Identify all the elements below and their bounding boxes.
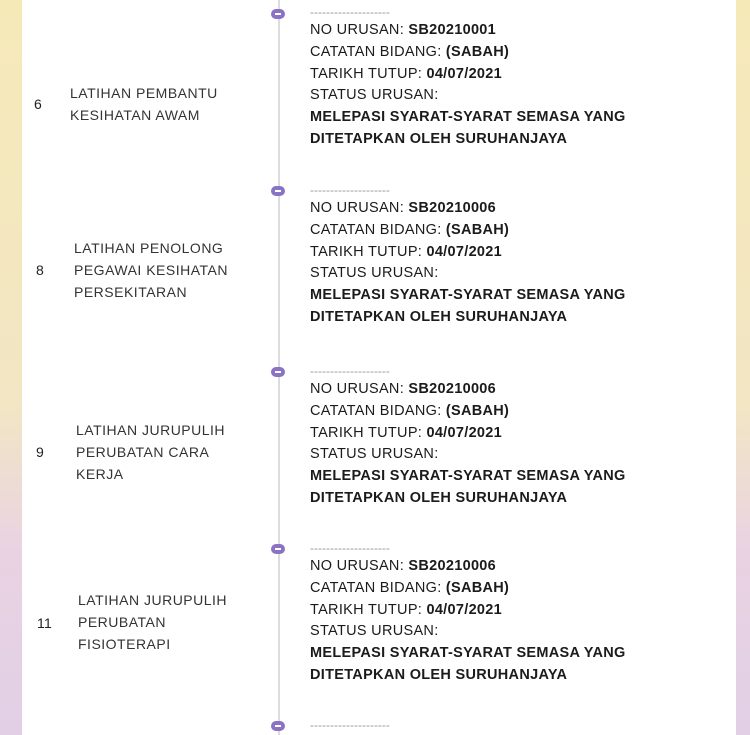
status-value: MELEPASI SYARAT-SYARAT SEMASA YANG DITETAPKAN OLEH SURUHANJAYA <box>310 109 626 147</box>
entry-details <box>310 184 640 329</box>
entry-number: 6 <box>34 96 42 112</box>
timeline-dot-icon <box>271 186 285 196</box>
catatan-value: (SABAH) <box>445 43 510 60</box>
entry-details <box>310 365 640 510</box>
no-urusan-value: SB20210006 <box>408 381 497 397</box>
entry-number: 11 <box>37 615 52 631</box>
separator: -------------------- <box>310 364 390 378</box>
status-label: STATUS URUSAN: <box>310 87 439 104</box>
no-urusan-label: NO URUSAN: <box>310 381 409 397</box>
tarikh-label: TARIKH TUTUP: <box>310 243 427 260</box>
entry-details <box>310 542 640 687</box>
separator: -------------------- <box>310 718 390 732</box>
status-label: STATUS URUSAN: <box>310 446 439 463</box>
no-urusan-value: SB20210006 <box>408 200 497 216</box>
catatan-value: (SABAH) <box>445 579 510 596</box>
tarikh-label: TARIKH TUTUP: <box>310 601 427 618</box>
entry-number: 8 <box>36 262 44 278</box>
separator: -------------------- <box>310 541 390 555</box>
tarikh-label: TARIKH TUTUP: <box>310 65 427 82</box>
course-name: LATIHAN JURUPULIH PERUBATAN CARA KERJA <box>76 422 226 482</box>
tarikh-value: 04/07/2021 <box>426 65 503 82</box>
course-name: LATIHAN JURUPULIH PERUBATAN FISIOTERAPI <box>78 592 228 652</box>
catatan-label: CATATAN BIDANG: <box>310 221 446 238</box>
results-card <box>22 0 736 735</box>
timeline-dot-icon <box>271 9 285 19</box>
timeline-dot-icon <box>271 721 285 731</box>
no-urusan-label: NO URUSAN: <box>310 200 409 216</box>
catatan-value: (SABAH) <box>445 221 510 238</box>
separator: -------------------- <box>310 5 390 19</box>
no-urusan-label: NO URUSAN: <box>310 22 409 38</box>
no-urusan-value: SB20210006 <box>408 558 497 574</box>
status-value: MELEPASI SYARAT-SYARAT SEMASA YANG DITETAPKAN OLEH SURUHANJAYA <box>310 645 626 683</box>
no-urusan-value: SB20210001 <box>408 22 497 38</box>
entry-details <box>310 6 640 151</box>
status-label: STATUS URUSAN: <box>310 623 439 640</box>
timeline-dot-icon <box>271 544 285 554</box>
timeline-dot-icon <box>271 367 285 377</box>
catatan-value: (SABAH) <box>445 402 510 419</box>
tarikh-value: 04/07/2021 <box>426 601 503 618</box>
status-value: MELEPASI SYARAT-SYARAT SEMASA YANG DITETAPKAN OLEH SURUHANJAYA <box>310 468 626 506</box>
catatan-label: CATATAN BIDANG: <box>310 43 446 60</box>
course-name: LATIHAN PENOLONG PEGAWAI KESIHATAN PERSEKITARAN <box>74 240 228 300</box>
catatan-label: CATATAN BIDANG: <box>310 402 446 419</box>
entry-details-partial <box>310 719 390 733</box>
no-urusan-label: NO URUSAN: <box>310 558 409 574</box>
separator: -------------------- <box>310 183 390 197</box>
tarikh-value: 04/07/2021 <box>426 243 503 260</box>
status-value: MELEPASI SYARAT-SYARAT SEMASA YANG DITETAPKAN OLEH SURUHANJAYA <box>310 287 626 325</box>
tarikh-label: TARIKH TUTUP: <box>310 424 427 441</box>
course-name: LATIHAN PEMBANTU KESIHATAN AWAM <box>70 85 218 123</box>
entry-number: 9 <box>36 444 44 460</box>
status-label: STATUS URUSAN: <box>310 265 439 282</box>
catatan-label: CATATAN BIDANG: <box>310 579 446 596</box>
tarikh-value: 04/07/2021 <box>426 424 503 441</box>
